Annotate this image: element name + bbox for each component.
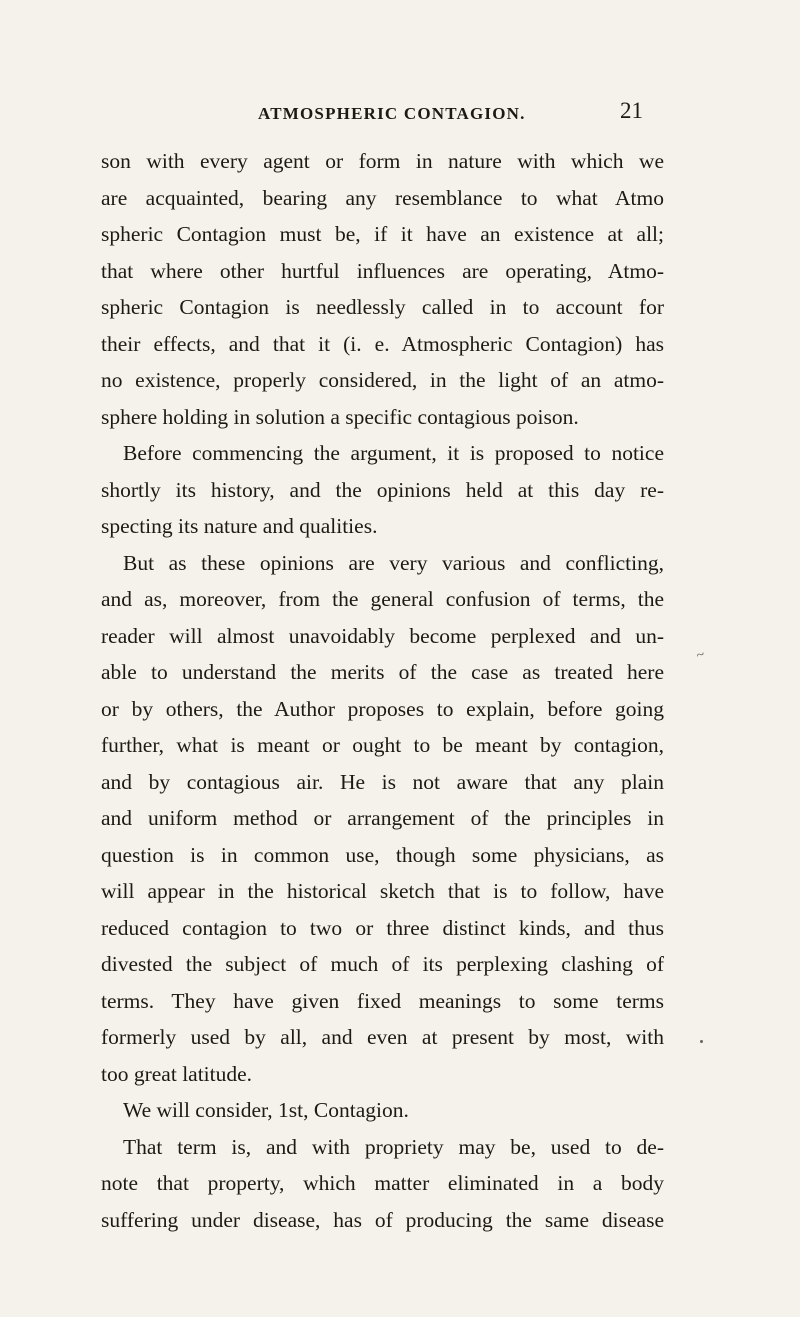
text-line: will appear in the historical sketch that is to follow, have: [101, 879, 664, 903]
text-line: further, what is meant or ought to be meant by contagion,: [101, 733, 664, 757]
text-line: We will consider, 1st, Contagion.: [123, 1098, 409, 1122]
text-line: are acquainted, bearing any resemblance to what Atmo: [101, 185, 664, 210]
text-line: That term is, and with propriety may be, used to de-: [123, 1134, 664, 1159]
text-line: sphere holding in solution a specific contagious poison.: [101, 404, 579, 429]
text-line: and by contagious air. He is not aware that any plain: [101, 769, 664, 794]
margin-dot: [700, 1040, 703, 1043]
page-number: 21: [620, 98, 643, 123]
text-line: note that property, which matter eliminated in a body: [101, 1171, 664, 1195]
text-line: But as these opinions are very various and conflicting,: [123, 550, 664, 575]
text-line: or by others, the Author proposes to explain, before going: [101, 696, 664, 721]
text-line: reduced contagion to two or three distinct kinds, and thus: [101, 915, 664, 940]
text-line: spheric Contagion must be, if it have an existence at all;: [101, 222, 664, 246]
body-text: [101, 143, 664, 1238]
text-line: their effects, and that it (i. e. Atmospheric Contagion) has: [101, 331, 664, 356]
text-line: no existence, properly considered, in the light of an atmo-: [101, 368, 664, 392]
text-line: shortly its history, and the opinions held at this day re-: [101, 477, 664, 502]
text-line: and uniform method or arrangement of the principles in: [101, 806, 664, 830]
text-line: formerly used by all, and even at present by most, with: [101, 1025, 664, 1049]
text-line: suffering under disease, has of producing the same disease: [101, 1207, 664, 1232]
margin-mark: ~: [695, 647, 707, 664]
text-line: and as, moreover, from the general confusion of terms, the: [101, 587, 664, 611]
text-line: terms. They have given fixed meanings to some terms: [101, 988, 664, 1013]
text-line: specting its nature and qualities.: [101, 514, 378, 538]
text-line: too great latitude.: [101, 1061, 253, 1086]
running-title: ATMOSPHERIC CONTAGION.: [258, 104, 526, 123]
text-line: question is in common use, though some physicians, as: [101, 842, 664, 867]
text-line: son with every agent or form in nature with which we: [101, 149, 664, 173]
text-line: reader will almost unavoidably become perplexed and un-: [101, 623, 664, 648]
text-line: divested the subject of much of its perplexing clashing of: [101, 952, 664, 976]
text-line: that where other hurtful influences are operating, Atmo-: [101, 258, 664, 283]
text-line: able to understand the merits of the case as treated here: [101, 660, 664, 684]
text-line: spheric Contagion is needlessly called in to account for: [101, 295, 664, 319]
text-line: Before commencing the argument, it is proposed to notice: [123, 441, 664, 465]
